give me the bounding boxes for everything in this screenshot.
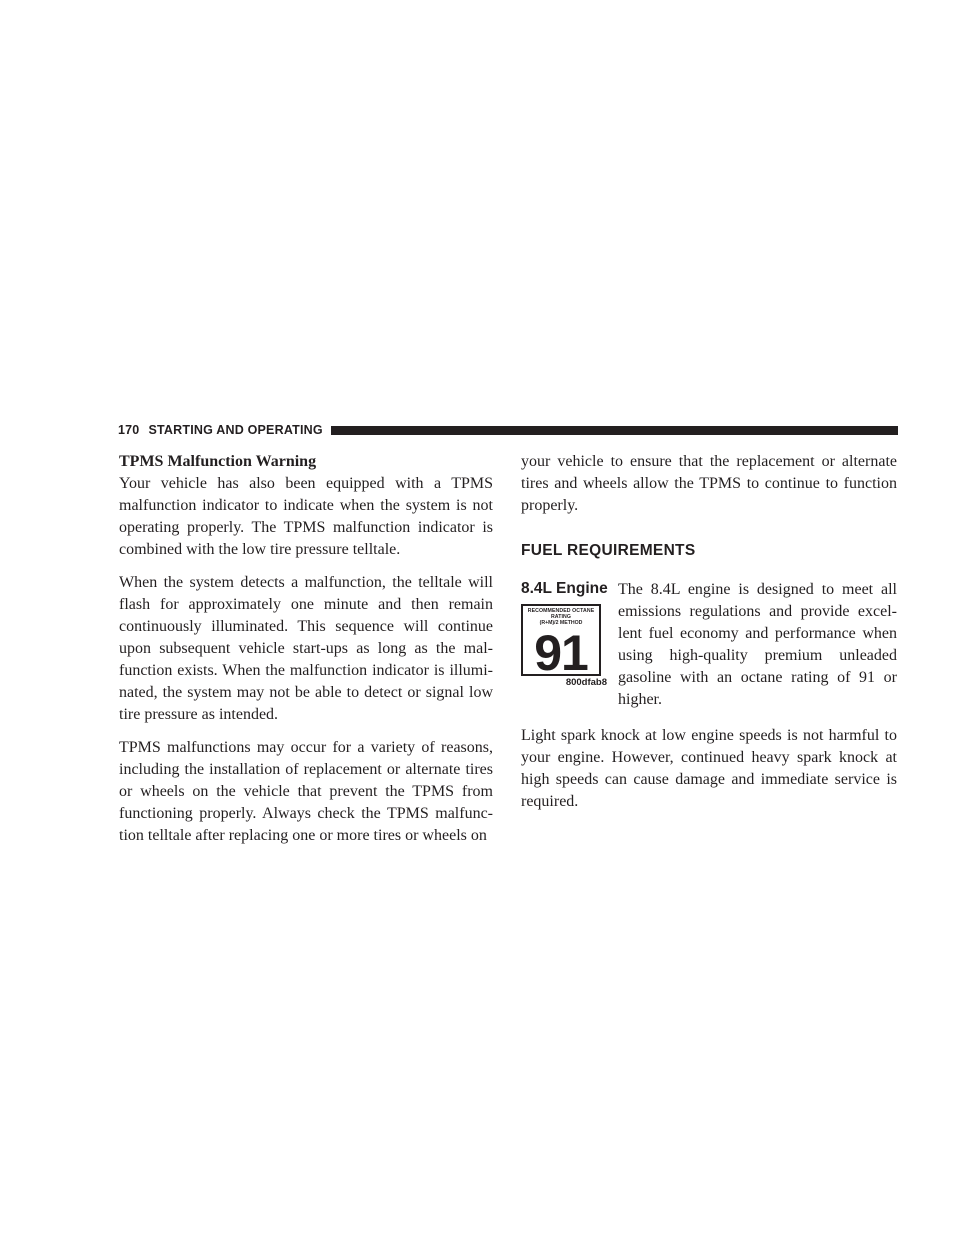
tpms-malfunction-heading: TPMS Malfunction Warning xyxy=(119,453,317,470)
paragraph-spark-knock: Light spark knock at low engine speeds is not harmful to your engine. However, continued heavy spark knock at high speeds can cause damage and immediate service is required. xyxy=(521,727,897,810)
octane-rating-label xyxy=(521,604,601,681)
octane-label-method: (R+M)/2 METHOD xyxy=(539,620,583,626)
right-column xyxy=(521,451,897,824)
octane-label-figure xyxy=(521,604,607,688)
figure-code: 800dfab8 xyxy=(565,677,607,688)
left-column xyxy=(119,451,493,858)
paragraph-fuel-octane: The 8.4L engine is designed to meet all emissions regulations and provide excel- lent fuel economy and performance when using high-quality premium unleaded gasoline with an octane rating of 91 or higher. xyxy=(618,581,897,708)
fuel-requirements-heading: FUEL REQUIREMENTS xyxy=(521,542,696,559)
engine-subheading: 8.4L Engine xyxy=(521,580,608,597)
paragraph-tpms-indicator: Your vehicle has also been equipped with a TPMS malfunction indicator to indicate when the system is not operating properly. The TPMS malfunction indicator is combined with the low tire pressure telltale. xyxy=(119,475,493,558)
page-number: 170 xyxy=(118,423,140,437)
paragraph-continuation: your vehicle to ensure that the replacement or alternate tires and wheels allow the TPMS to continue to function properly. xyxy=(521,453,897,514)
paragraph-malfunction-causes: TPMS malfunctions may occur for a variety of reasons, including the installation of replacement or alternate tires or wheels on the vehicle that prevent the TPMS from functioning properly. Always check the TPMS malfunc- tion telltale after replacing one or more tires or wheels on xyxy=(119,739,493,844)
section-name: STARTING AND OPERATING xyxy=(148,423,323,437)
octane-rating-value: 91 xyxy=(534,625,588,681)
paragraph-malfunction-sequence: When the system detects a malfunction, the telltale will flash for approximately one minute and then remain continuously illuminated. This sequence will continue upon subsequent vehicle start-ups as long as the mal- function exists. When the malfunction indicator is illumi- nated, the system may not be able to detect or signal low tire pressure as intended. xyxy=(119,574,493,723)
octane-label-heading: RECOMMENDED OCTANE RATING xyxy=(527,608,595,620)
fuel-block xyxy=(521,581,897,709)
page-header xyxy=(118,422,898,438)
header-rule xyxy=(331,426,898,435)
